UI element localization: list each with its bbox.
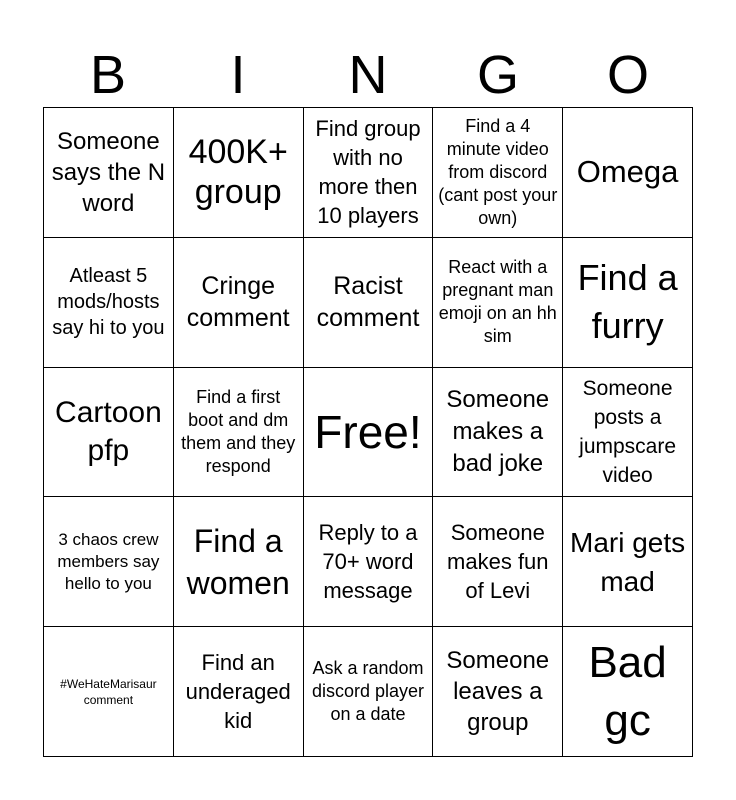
bingo-cell-text: Cartoon pfp <box>55 395 162 467</box>
bingo-cell-text: Bad gc <box>588 637 667 745</box>
bingo-cell-text: 3 chaos crew members say hello to you <box>57 529 160 593</box>
bingo-cell-text: #WeHateMarisaur comment <box>60 676 157 707</box>
bingo-cell-r0-c1[interactable] <box>174 108 304 238</box>
bingo-cell-text: Find a first boot and dm them and they respond <box>181 386 296 476</box>
bingo-cell-text: React with a pregnant man emoji on an hh sim <box>438 257 557 347</box>
bingo-cell-r1-c0[interactable] <box>44 238 174 368</box>
bingo-cell-text: 400K+ group <box>188 133 288 212</box>
bingo-header <box>43 44 693 106</box>
bingo-cell-text: Find a women <box>186 522 290 601</box>
bingo-cell-r3-c2[interactable] <box>304 497 434 627</box>
bingo-cell-text: Someone says the N word <box>51 127 166 217</box>
bingo-cell-r1-c3[interactable] <box>433 238 563 368</box>
bingo-cell-r0-c2[interactable] <box>304 108 434 238</box>
header-letter-g: G <box>476 45 519 105</box>
bingo-cell-r4-c4[interactable] <box>563 627 693 757</box>
bingo-cell-r2-c4[interactable] <box>563 368 693 498</box>
bingo-cell-r4-c1[interactable] <box>174 627 304 757</box>
bingo-cell-r2-c3[interactable] <box>433 368 563 498</box>
bingo-cell-text: Reply to a 70+ word message <box>318 520 418 604</box>
bingo-cell-r0-c4[interactable] <box>563 108 693 238</box>
header-letter-i: I <box>230 45 246 105</box>
bingo-cell-r3-c4[interactable] <box>563 497 693 627</box>
bingo-cell-r0-c0[interactable] <box>44 108 174 238</box>
bingo-cell-text: Racist comment <box>316 272 420 333</box>
bingo-cell-text: Find group with no more then 10 players <box>315 116 421 229</box>
bingo-cell-r1-c1[interactable] <box>174 238 304 368</box>
header-letter-n: N <box>348 45 388 105</box>
bingo-cell-r3-c3[interactable] <box>433 497 563 627</box>
bingo-cell-r4-c3[interactable] <box>433 627 563 757</box>
bingo-cell-text: Someone posts a jumpscare video <box>579 376 677 487</box>
header-letter-b: B <box>89 45 127 105</box>
bingo-cell-r2-c1[interactable] <box>174 368 304 498</box>
bingo-cell-text: Free! <box>314 405 422 458</box>
bingo-cell-text: Find an underaged kid <box>185 650 291 734</box>
bingo-cell-text: Mari gets mad <box>570 526 686 597</box>
bingo-cell-text: Ask a random discord player on a date <box>311 658 425 725</box>
bingo-cell-r3-c0[interactable] <box>44 497 174 627</box>
bingo-cell-r4-c2[interactable] <box>304 627 434 757</box>
bingo-cell-r3-c1[interactable] <box>174 497 304 627</box>
bingo-cell-text: Someone makes a bad joke <box>446 385 550 477</box>
bingo-cell-r2-c2[interactable] <box>304 368 434 498</box>
bingo-cell-text: Omega <box>576 154 679 190</box>
bingo-cell-r0-c3[interactable] <box>433 108 563 238</box>
bingo-cell-r1-c4[interactable] <box>563 238 693 368</box>
bingo-cell-text: Find a furry <box>577 257 678 347</box>
bingo-cell-text: Someone leaves a group <box>446 647 550 737</box>
bingo-cell-text: Someone makes fun of Levi <box>447 520 549 604</box>
bingo-cell-r4-c0[interactable] <box>44 627 174 757</box>
header-letter-o: O <box>606 45 649 105</box>
bingo-cell-text: Cringe comment <box>186 272 290 333</box>
bingo-cell-r2-c0[interactable] <box>44 368 174 498</box>
bingo-cell-text: Find a 4 minute video from discord (cant post your own) <box>438 115 558 228</box>
bingo-cell-text: Atleast 5 mods/hosts say hi to you <box>52 265 165 340</box>
bingo-board <box>43 107 693 757</box>
bingo-cell-r1-c2[interactable] <box>304 238 434 368</box>
